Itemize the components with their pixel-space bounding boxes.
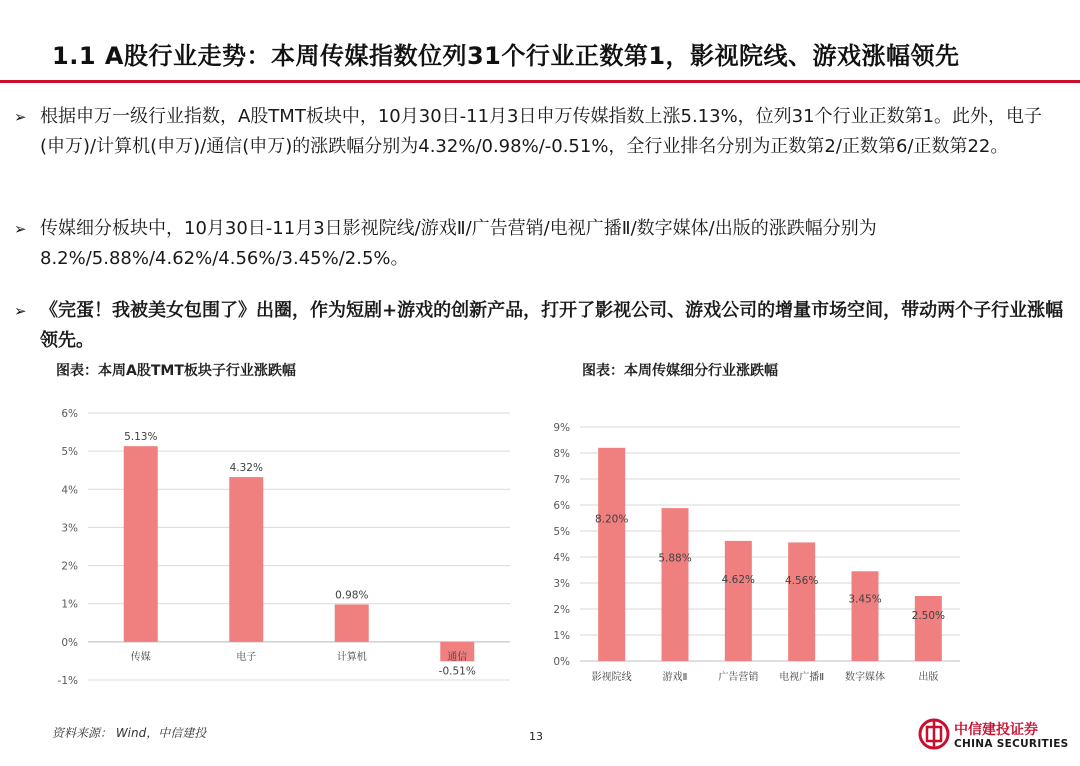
bar: [788, 542, 815, 661]
page-number: 13: [529, 730, 543, 743]
category-label: 电子: [236, 651, 257, 663]
data-label: 5.13%: [124, 431, 158, 444]
bullet-item-2: [14, 214, 1064, 274]
arrow-bullet-icon: ➢: [14, 302, 27, 320]
logo-english-name: CHINA SECURITIES: [954, 738, 1069, 750]
bar: [662, 508, 689, 661]
category-label: 计算机: [336, 651, 367, 663]
y-tick-label: 4%: [553, 552, 570, 564]
data-label: 4.62%: [721, 573, 756, 586]
data-label: 2.50%: [911, 609, 946, 622]
data-label: 4.56%: [784, 574, 819, 587]
bullet-item-3: [14, 296, 1064, 356]
y-tick-label: 6%: [553, 500, 570, 512]
data-label: -0.51%: [438, 665, 476, 678]
category-label: 游戏Ⅱ: [662, 672, 688, 683]
title-divider: [0, 80, 1080, 83]
bullet-text-1: 根据申万一级行业指数，A股TMT板块中，10月30日-11月3日申万传媒指数上涨5.13%，位列31个行业正数第1。此外，电子(申万)/计算机(申万)/通信(申万)的涨跌幅分别为4.32%/0.98%/-0.51%，全行业排名分别为正数第2/正数第6/正数第22。: [40, 106, 1043, 157]
bullet-text-2: 传媒细分板块中，10月30日-11月3日影视院线/游戏Ⅱ/广告营销/电视广播Ⅱ/数字媒体/出版的涨跌幅分别为8.2%/5.88%/4.62%/4.56%/3.45%/2.5%。: [40, 218, 877, 269]
citic-logo-icon: [918, 715, 950, 753]
y-tick-label: 2%: [553, 604, 570, 616]
category-label: 电视广播Ⅱ: [779, 672, 825, 683]
category-label: 广告营销: [718, 672, 759, 683]
bar: [124, 446, 158, 642]
bullet-text-3: 《完蛋！我被美女包围了》出圈，作为短剧+游戏的创新产品，打开了影视公司、游戏公司的增量市场空间，带动两个子行业涨幅领先。: [40, 300, 1064, 351]
chart-title-media: 图表：本周传媒细分行业涨跌幅: [582, 363, 778, 379]
tmt-bar-chart: [40, 395, 530, 695]
chart-title-tmt: 图表：本周A股TMT板块子行业涨跌幅: [56, 363, 296, 379]
y-tick-label: 0%: [553, 656, 570, 668]
bar: [852, 571, 879, 661]
data-label: 5.88%: [658, 552, 692, 565]
arrow-bullet-icon: ➢: [14, 220, 27, 238]
category-label: 影视院线: [591, 672, 632, 683]
y-tick-label: 2%: [61, 560, 78, 573]
y-tick-label: 6%: [61, 408, 78, 420]
page-title: 1.1 A股行业走势：本周传媒指数位列31个行业正数第1，影视院线、游戏涨幅领先: [52, 42, 960, 70]
arrow-bullet-icon: ➢: [14, 108, 27, 126]
bar: [915, 596, 942, 661]
y-tick-label: 7%: [553, 474, 570, 486]
y-tick-label: 4%: [61, 484, 78, 497]
y-tick-label: 1%: [553, 630, 570, 642]
category-label: 通信: [447, 651, 468, 663]
bullet-item-1: [14, 102, 1064, 162]
y-tick-label: -1%: [57, 675, 78, 687]
y-tick-label: 5%: [61, 446, 78, 459]
y-tick-label: 5%: [553, 526, 570, 538]
bar: [598, 448, 625, 661]
y-tick-label: 9%: [553, 422, 570, 434]
y-tick-label: 3%: [553, 578, 570, 590]
company-logo: [918, 715, 1068, 755]
category-label: 数字媒体: [845, 672, 885, 683]
y-tick-label: 0%: [61, 636, 78, 649]
bar: [335, 604, 369, 641]
logo-chinese-name: 中信建投证券: [954, 722, 1038, 738]
data-label: 8.20%: [594, 513, 629, 526]
source-note: 资料来源： Wind，中信建投: [52, 726, 207, 740]
data-label: 3.45%: [848, 593, 882, 606]
y-tick-label: 1%: [61, 598, 78, 611]
y-tick-label: 3%: [61, 522, 78, 535]
bar: [229, 477, 263, 642]
category-label: 出版: [918, 672, 939, 683]
category-label: 传媒: [130, 651, 151, 663]
data-label: 4.32%: [229, 462, 263, 475]
bar: [725, 541, 752, 661]
media-bar-chart: [540, 410, 1070, 700]
data-label: 0.98%: [335, 589, 369, 602]
y-tick-label: 8%: [553, 448, 570, 460]
